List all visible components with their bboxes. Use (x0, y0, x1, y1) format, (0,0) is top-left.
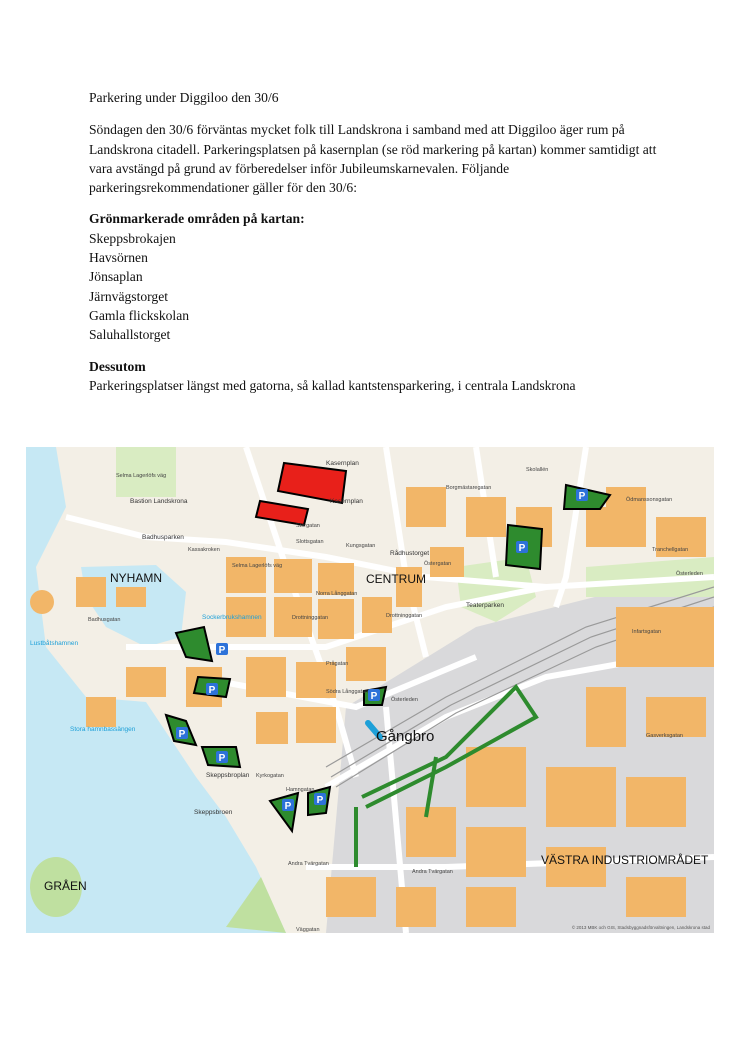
parking-icon (368, 689, 380, 702)
bastion-marker (30, 590, 54, 614)
place-label: Sockerbrukshamnen (202, 614, 262, 621)
street-label: Kyrkogatan (256, 773, 284, 779)
document-body (89, 88, 669, 395)
street-label: Borgmästaregatan (446, 485, 492, 491)
district-vastra: VÄSTRA INDUSTRIOMRÅDET (541, 853, 709, 867)
svg-text:P: P (370, 691, 378, 702)
extra-text: Parkeringsplatser längst med gatorna, så kallad kantstensparkering, i centrala Landskrona (89, 377, 576, 393)
place-label: Rådhustorget (390, 550, 430, 557)
intro-paragraph: Söndagen den 30/6 förväntas mycket folk till Landskrona i samband med att Diggiloo äger rum på Landskrona citadell. Parkeringsplatsen på kasernplan (se röd markering på kartan) kommer samtidigt att vara avstängd på grund av förberedelser inför Jubileumskarnevalen. Följande parkeringsrekommendationer gäller för den 30/6: (89, 122, 657, 196)
gangbro-label: Gångbro (376, 728, 435, 745)
svg-text:P: P (178, 729, 186, 740)
street-label: Kungsgatan (346, 543, 376, 549)
street-label: Badhusgatan (88, 617, 121, 623)
street-label: Kassakroken (188, 547, 220, 553)
street-label: Skolallén (526, 467, 549, 473)
place-label: Teaterparken (466, 602, 504, 609)
street-label: Drottninggatan (292, 615, 329, 621)
copyright-label: © 2013 MBK och GIS, Stadsbyggnadsförvaltningen, Landskrona stad (571, 925, 710, 930)
green-area (116, 447, 176, 497)
street-label: Österleden (391, 697, 418, 703)
place-label: Bastion Landskrona (130, 498, 188, 505)
street-label: Hamngatan (286, 787, 315, 793)
svg-text:P: P (218, 753, 226, 764)
extra-heading: Dessutom (89, 358, 146, 374)
district-graen: GRÅEN (44, 879, 87, 893)
place-label: Kasernplan (330, 498, 363, 505)
place-label: Badhusparken (142, 534, 184, 541)
parking-icon (176, 727, 188, 740)
street-label: Norra Långgatan (316, 591, 358, 597)
street-label: Slottsgatan (296, 539, 324, 545)
green-areas-list (89, 229, 669, 345)
place-label: Lustbåtshamnen (30, 640, 79, 647)
svg-text:P: P (284, 801, 292, 812)
street-label: Tranchellgatan (652, 547, 689, 553)
svg-text:P: P (578, 491, 586, 502)
svg-text:P: P (208, 685, 216, 696)
street-label: Selma Lagerlöfs väg (232, 563, 283, 569)
district-centrum: CENTRUM (366, 572, 426, 586)
street-label: Andra Tvärgatan (288, 861, 329, 867)
list-item: Jönsaplan (89, 269, 143, 285)
parking-icon (282, 799, 294, 812)
list-item: Saluhallstorget (89, 327, 171, 343)
street-label: Selma Lagerlöfs väg (116, 473, 167, 479)
parking-icon (314, 793, 326, 806)
list-item: Havsörnen (89, 250, 148, 266)
parking-icon (216, 643, 228, 656)
street-label: Prågatan (326, 661, 349, 667)
street-label: Drottninggatan (386, 613, 423, 619)
street-label: Gasverksgatan (646, 733, 683, 739)
place-label: Stora hamnbassängen (70, 726, 136, 733)
green-areas-heading: Grönmarkerade områden på kartan: (89, 211, 305, 227)
parking-icon (576, 489, 588, 502)
street-label: Södra Långgatan (326, 689, 369, 695)
place-label: Skeppsbroplan (206, 772, 250, 779)
parking-icon (516, 541, 528, 554)
document-title: Parkering under Diggiloo den 30/6 (89, 90, 279, 105)
street-label: Storgatan (296, 523, 320, 529)
parking-icon (206, 683, 218, 696)
svg-text:P: P (518, 543, 526, 554)
svg-text:P: P (218, 645, 226, 656)
street-label: Österleden (676, 571, 703, 577)
list-item: Gamla flickskolan (89, 307, 190, 323)
list-item: Järnvägstorget (89, 288, 169, 304)
place-label: Skeppsbroen (194, 809, 233, 816)
place-label: Kasernplan (326, 460, 359, 467)
parking-map (26, 447, 714, 933)
street-label: Infartsgatan (632, 629, 662, 635)
street-label: Ödmanssonsgatan (626, 497, 673, 503)
street-label: Väggatan (296, 927, 320, 933)
street-label: Andra Tvärgatan (412, 869, 453, 875)
list-item: Skeppsbrokajen (89, 230, 176, 246)
street-label: Östergatan (424, 561, 452, 567)
district-nyhamn: NYHAMN (110, 571, 163, 585)
svg-text:P: P (316, 795, 324, 806)
parking-icon (216, 751, 228, 764)
